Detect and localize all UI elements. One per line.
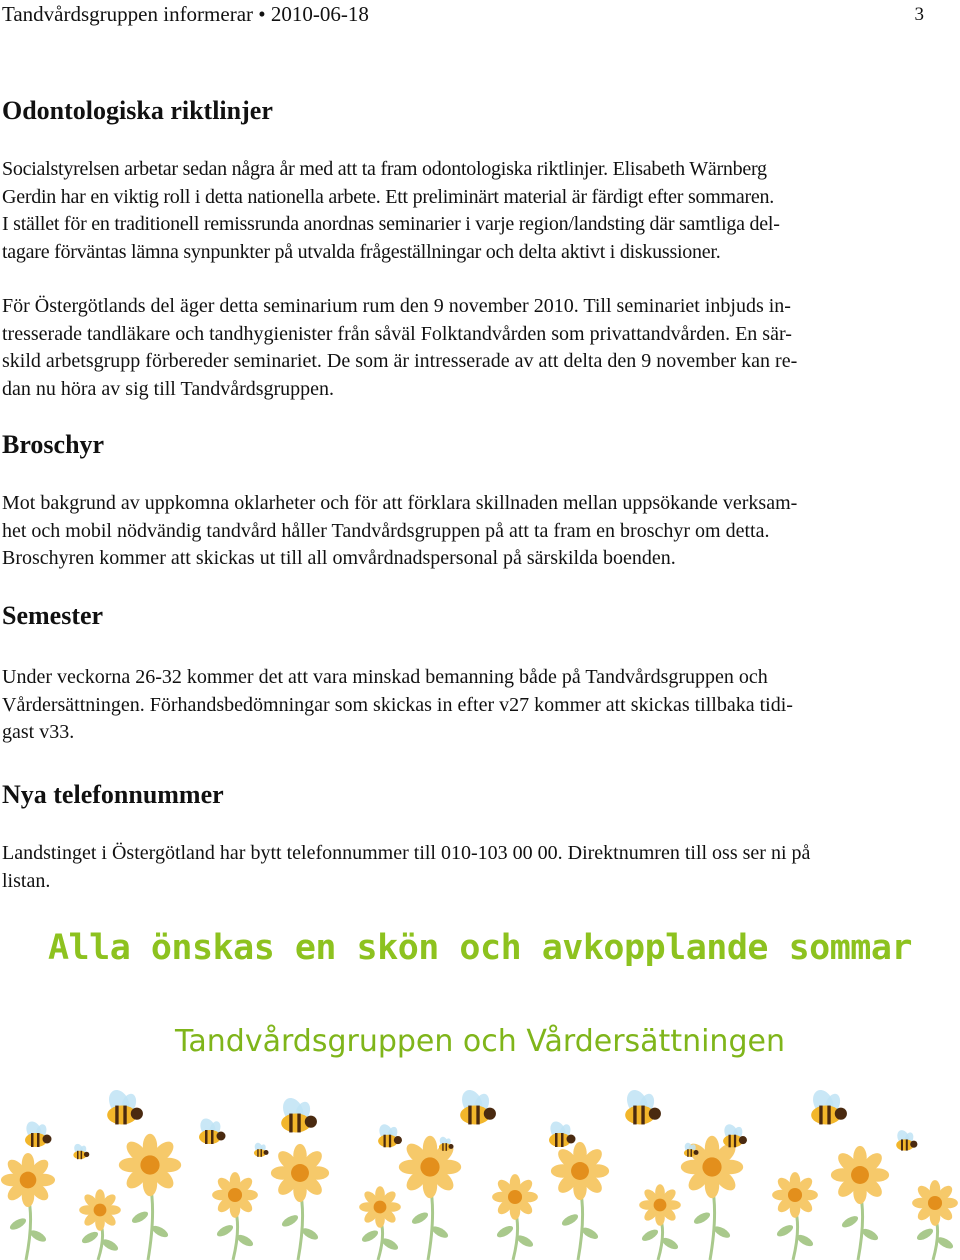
section-heading-telefonnummer: Nya telefonnummer: [2, 780, 224, 809]
paragraph-semester: Under veckorna 26-32 kommer det att vara minskad bemanning både på Tandvårdsgruppen och Vårdersättningen. Förhandsbedömningar som skickas in efter v27 kommer att skickas tillbaka tidi- gast v33.: [2, 666, 793, 743]
bee-icon: [895, 1128, 917, 1150]
header-title: Tandvårdsgruppen informerar • 2010-06-18: [2, 2, 369, 26]
bee-icon: [23, 1119, 51, 1147]
page-number: 3: [914, 4, 924, 25]
section-heading-semester: Semester: [2, 601, 104, 630]
bee-icon: [458, 1087, 496, 1125]
paragraph-broschyr: Mot bakgrund av uppkomna oklarheter och för att förklara skillnaden mellan uppsökande verksam- het och mobil nödvändig tandvård håller Tandvårdsgruppen på att ta fram en broschyr om detta. Broschyren kommer att skickas ut till all omvårdnadspersonal på särskilda boenden.: [2, 492, 798, 569]
flower-icon: [212, 1172, 258, 1260]
paragraph-riktlinjer-1: Socialstyrelsen arbetar sedan några år med att ta fram odontologiska riktlinjer. Elisabeth Wärnberg Gerdin har en viktig roll i detta nationella arbete. Ett preliminärt material är färdigt efter sommaren. I stället för en traditionell remissrunda anordnas seminarier i varje region/landsting där samtliga del- tagare förväntas lämna synpunkter på utvalda frågeställningar och delta aktivt i diskussioner.: [2, 158, 780, 263]
bee-icon: [722, 1122, 747, 1147]
flower-icon: [551, 1142, 609, 1260]
bee-icon: [809, 1087, 847, 1125]
flower-icon: [831, 1146, 889, 1260]
page-header: [0, 0, 960, 32]
bee-icon: [377, 1122, 402, 1147]
summer-greeting: Alla önskas en skön och avkopplande sommar: [47, 928, 912, 968]
flower-icon: [399, 1136, 461, 1260]
bee-icon: [197, 1116, 225, 1144]
bee-icon: [105, 1087, 143, 1125]
flower-icon: [119, 1134, 181, 1260]
flower-icon: [912, 1180, 958, 1260]
bee-icon: [279, 1095, 317, 1133]
section-heading-riktlinjer: Odontologiska riktlinjer: [2, 96, 273, 125]
bee-icon: [72, 1142, 89, 1159]
flower-icon: [492, 1174, 538, 1260]
flower-icon: [271, 1144, 329, 1260]
paragraph-riktlinjer-2: För Östergötlands del äger detta seminarium rum den 9 november 2010. Till seminariet inbjuds in- tresserade tandläkare och tandhygienister från såväl Folktandvården som privattandvården. En sär- skild arbetsgrupp förbereder seminariet. De som är intresserade av att delta den 9 november kan re- dan nu höra av sig till Tandvårdsgruppen.: [2, 295, 798, 400]
bee-icon: [253, 1141, 268, 1156]
paragraph-telefonnummer: Landstinget i Östergötland har bytt telefonnummer till 010-103 00 00. Direktnumren till oss ser ni på listan.: [2, 842, 811, 892]
section-heading-broschyr: Broschyr: [2, 430, 105, 459]
flower-icon: [772, 1172, 818, 1260]
bee-icon: [623, 1087, 661, 1125]
signature: Tandvårdsgruppen och Vårdersättningen: [175, 1024, 785, 1059]
bee-icon: [547, 1119, 575, 1147]
flower-icon: [639, 1184, 681, 1260]
bees-and-flowers-border: [0, 1085, 960, 1260]
bee-icon: [438, 1135, 453, 1150]
flower-icon: [79, 1189, 121, 1260]
flower-icon: [1, 1153, 55, 1260]
flower-icon: [359, 1186, 401, 1260]
